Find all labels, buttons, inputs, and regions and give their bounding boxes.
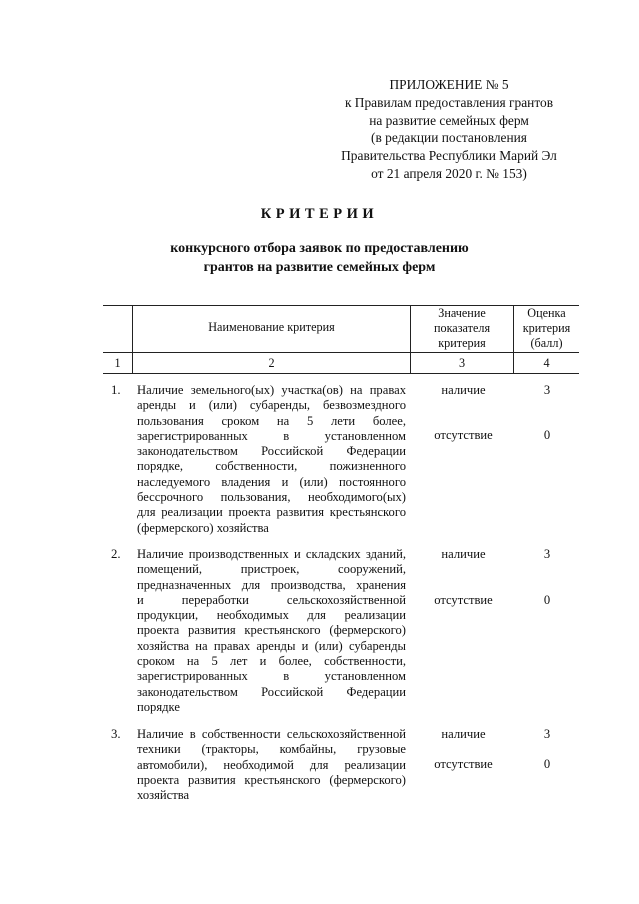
document-title: КРИТЕРИИ <box>260 206 379 222</box>
header-line: на развитие семейных ферм <box>369 112 529 128</box>
score-absent: 0 <box>543 428 551 442</box>
score-present: 3 <box>543 727 551 741</box>
document-subtitle <box>0 240 639 277</box>
header-line: от 21 апреля 2020 г. № 153) <box>371 165 527 181</box>
column-number: 3 <box>458 356 466 370</box>
score-present: 3 <box>543 383 551 397</box>
criterion-text: Наличие производственных и складских зданий, помещений, пристроек, сооружений, предназначенных для производства, хранения и переработки сельскохозяйственной продукции, необходимых для реализации проекта развития крестьянского (фермерского) хозяйства на правах аренды и (или) субаренды сроком на 5 лет и более, собственности, зарегистрированных в установленном законодательством Российской Федерации порядке <box>137 547 406 714</box>
header-line: Правительства Республики Марий Эл <box>341 148 557 164</box>
column-number: 1 <box>114 356 121 370</box>
score-absent: 0 <box>543 593 551 607</box>
value-absent: отсутствие <box>434 593 493 607</box>
column-number: 2 <box>268 356 275 370</box>
value-absent: отсутствие <box>434 428 493 442</box>
value-absent: отсутствие <box>434 757 493 771</box>
value-present: наличие <box>441 547 486 561</box>
criterion-text: Наличие земельного(ых) участка(ов) на правах аренды и (или) субаренды, безвозмездного пользования сроком на 5 лети более, зарегистрированных в установленном законодательством Российской Федерации порядке, собственности, пожизненного наследуемого владения и (или) постоянного бессрочного пользования, необходимого(ых) для реализации проекта развития крестьянского (фермерского) хозяйства <box>137 383 406 535</box>
row-number: 2. <box>111 547 121 561</box>
row-number: 3. <box>111 727 121 741</box>
subtitle-line: грантов на развитие семейных ферм <box>203 259 436 275</box>
column-header-score: Оценка критерия (балл) <box>522 306 571 350</box>
row-number: 1. <box>111 383 121 397</box>
column-number: 4 <box>543 356 550 370</box>
column-header-name: Наименование критерия <box>208 320 335 334</box>
value-present: наличие <box>441 727 486 741</box>
value-present: наличие <box>441 383 486 397</box>
header-line: (в редакции постановления <box>371 130 527 146</box>
criteria-table-header <box>103 305 579 374</box>
column-header-value: Значение показателя критерия <box>433 306 491 350</box>
table-rule-bottom <box>103 373 579 374</box>
score-absent: 0 <box>543 757 551 771</box>
appendix-header <box>318 76 580 183</box>
table-rule-mid <box>103 352 579 353</box>
header-line: ПРИЛОЖЕНИЕ № 5 <box>389 77 509 92</box>
score-present: 3 <box>543 547 551 561</box>
header-line: к Правилам предоставления грантов <box>344 94 554 110</box>
criterion-text: Наличие в собственности сельскохозяйственной техники (тракторы, комбайны, грузовые автомобили), необходимой для реализации проекта развития крестьянского (фермерского) хозяйства <box>137 727 406 803</box>
subtitle-line: конкурсного отбора заявок по предоставлению <box>170 241 469 256</box>
